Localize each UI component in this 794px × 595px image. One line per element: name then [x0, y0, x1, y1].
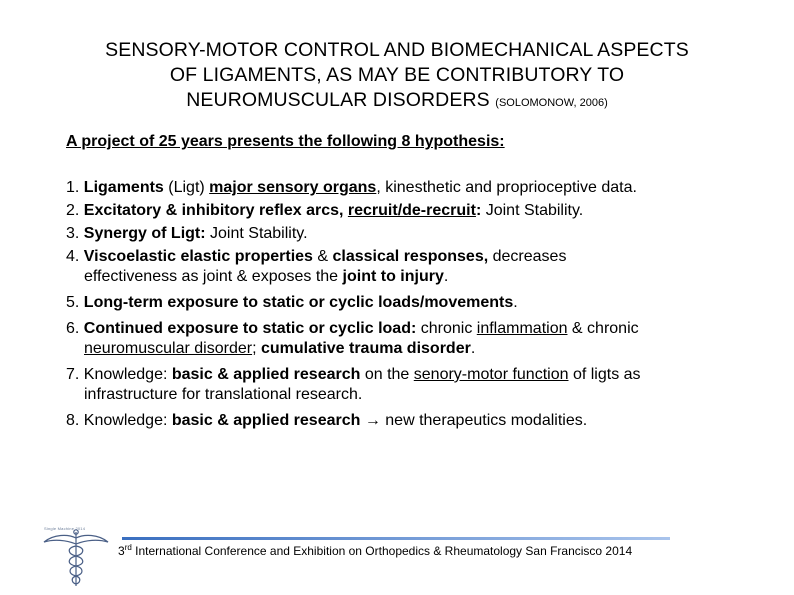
- caduceus-svg: [40, 528, 112, 588]
- list-item: 8. Knowledge: basic & applied research → new therapeutics modalities.: [66, 412, 588, 429]
- list-item: 1. Ligaments (Ligt) major sensory organs, kinesthetic and proprioceptive data.: [66, 179, 637, 196]
- list-item: 5. Long-term exposure to static or cyclic loads/movements.: [66, 294, 518, 311]
- list-item: 2. Excitatory & inhibitory reflex arcs, recruit/de-recruit: Joint Stability.: [66, 202, 584, 219]
- title-line-3: [30, 88, 764, 116]
- title-line-1: SENSORY-MOTOR CONTROL AND BIOMECHANICAL ASPECTS: [105, 39, 689, 61]
- list-item: 4. Viscoelastic elastic properties & classical responses, decreases effectiveness as joint & exposes the joint to injury.: [66, 248, 567, 285]
- hypothesis-list: [66, 178, 746, 437]
- title-line-2: OF LIGAMENTS, AS MAY BE CONTRIBUTORY TO: [169, 64, 625, 86]
- subheading: A project of 25 years presents the following 8 hypothesis:: [66, 133, 505, 150]
- footer-divider: [122, 537, 670, 540]
- slide-title: [30, 38, 764, 116]
- title-citation: (SOLOMONOW, 2006): [495, 97, 608, 109]
- list-item: 6. Continued exposure to static or cyclic load: chronic inflammation & chronic neuromuscular disorder; cumulative trauma disorder.: [66, 320, 639, 357]
- list-item: 3. Synergy of Ligt: Joint Stability.: [66, 225, 308, 242]
- logo-caption: Single Machine 2014: [44, 526, 86, 531]
- footer-text: 3rd International Conference and Exhibition on Orthopedics & Rheumatology San Francisco 2014: [118, 543, 633, 558]
- caduceus-icon: [40, 528, 112, 588]
- title-line-3-text: NEUROMUSCULAR DISORDERS: [186, 89, 490, 111]
- list-item: 7. Knowledge: basic & applied research on the senory-motor function of ligts as infrastructure for translational research.: [66, 366, 641, 403]
